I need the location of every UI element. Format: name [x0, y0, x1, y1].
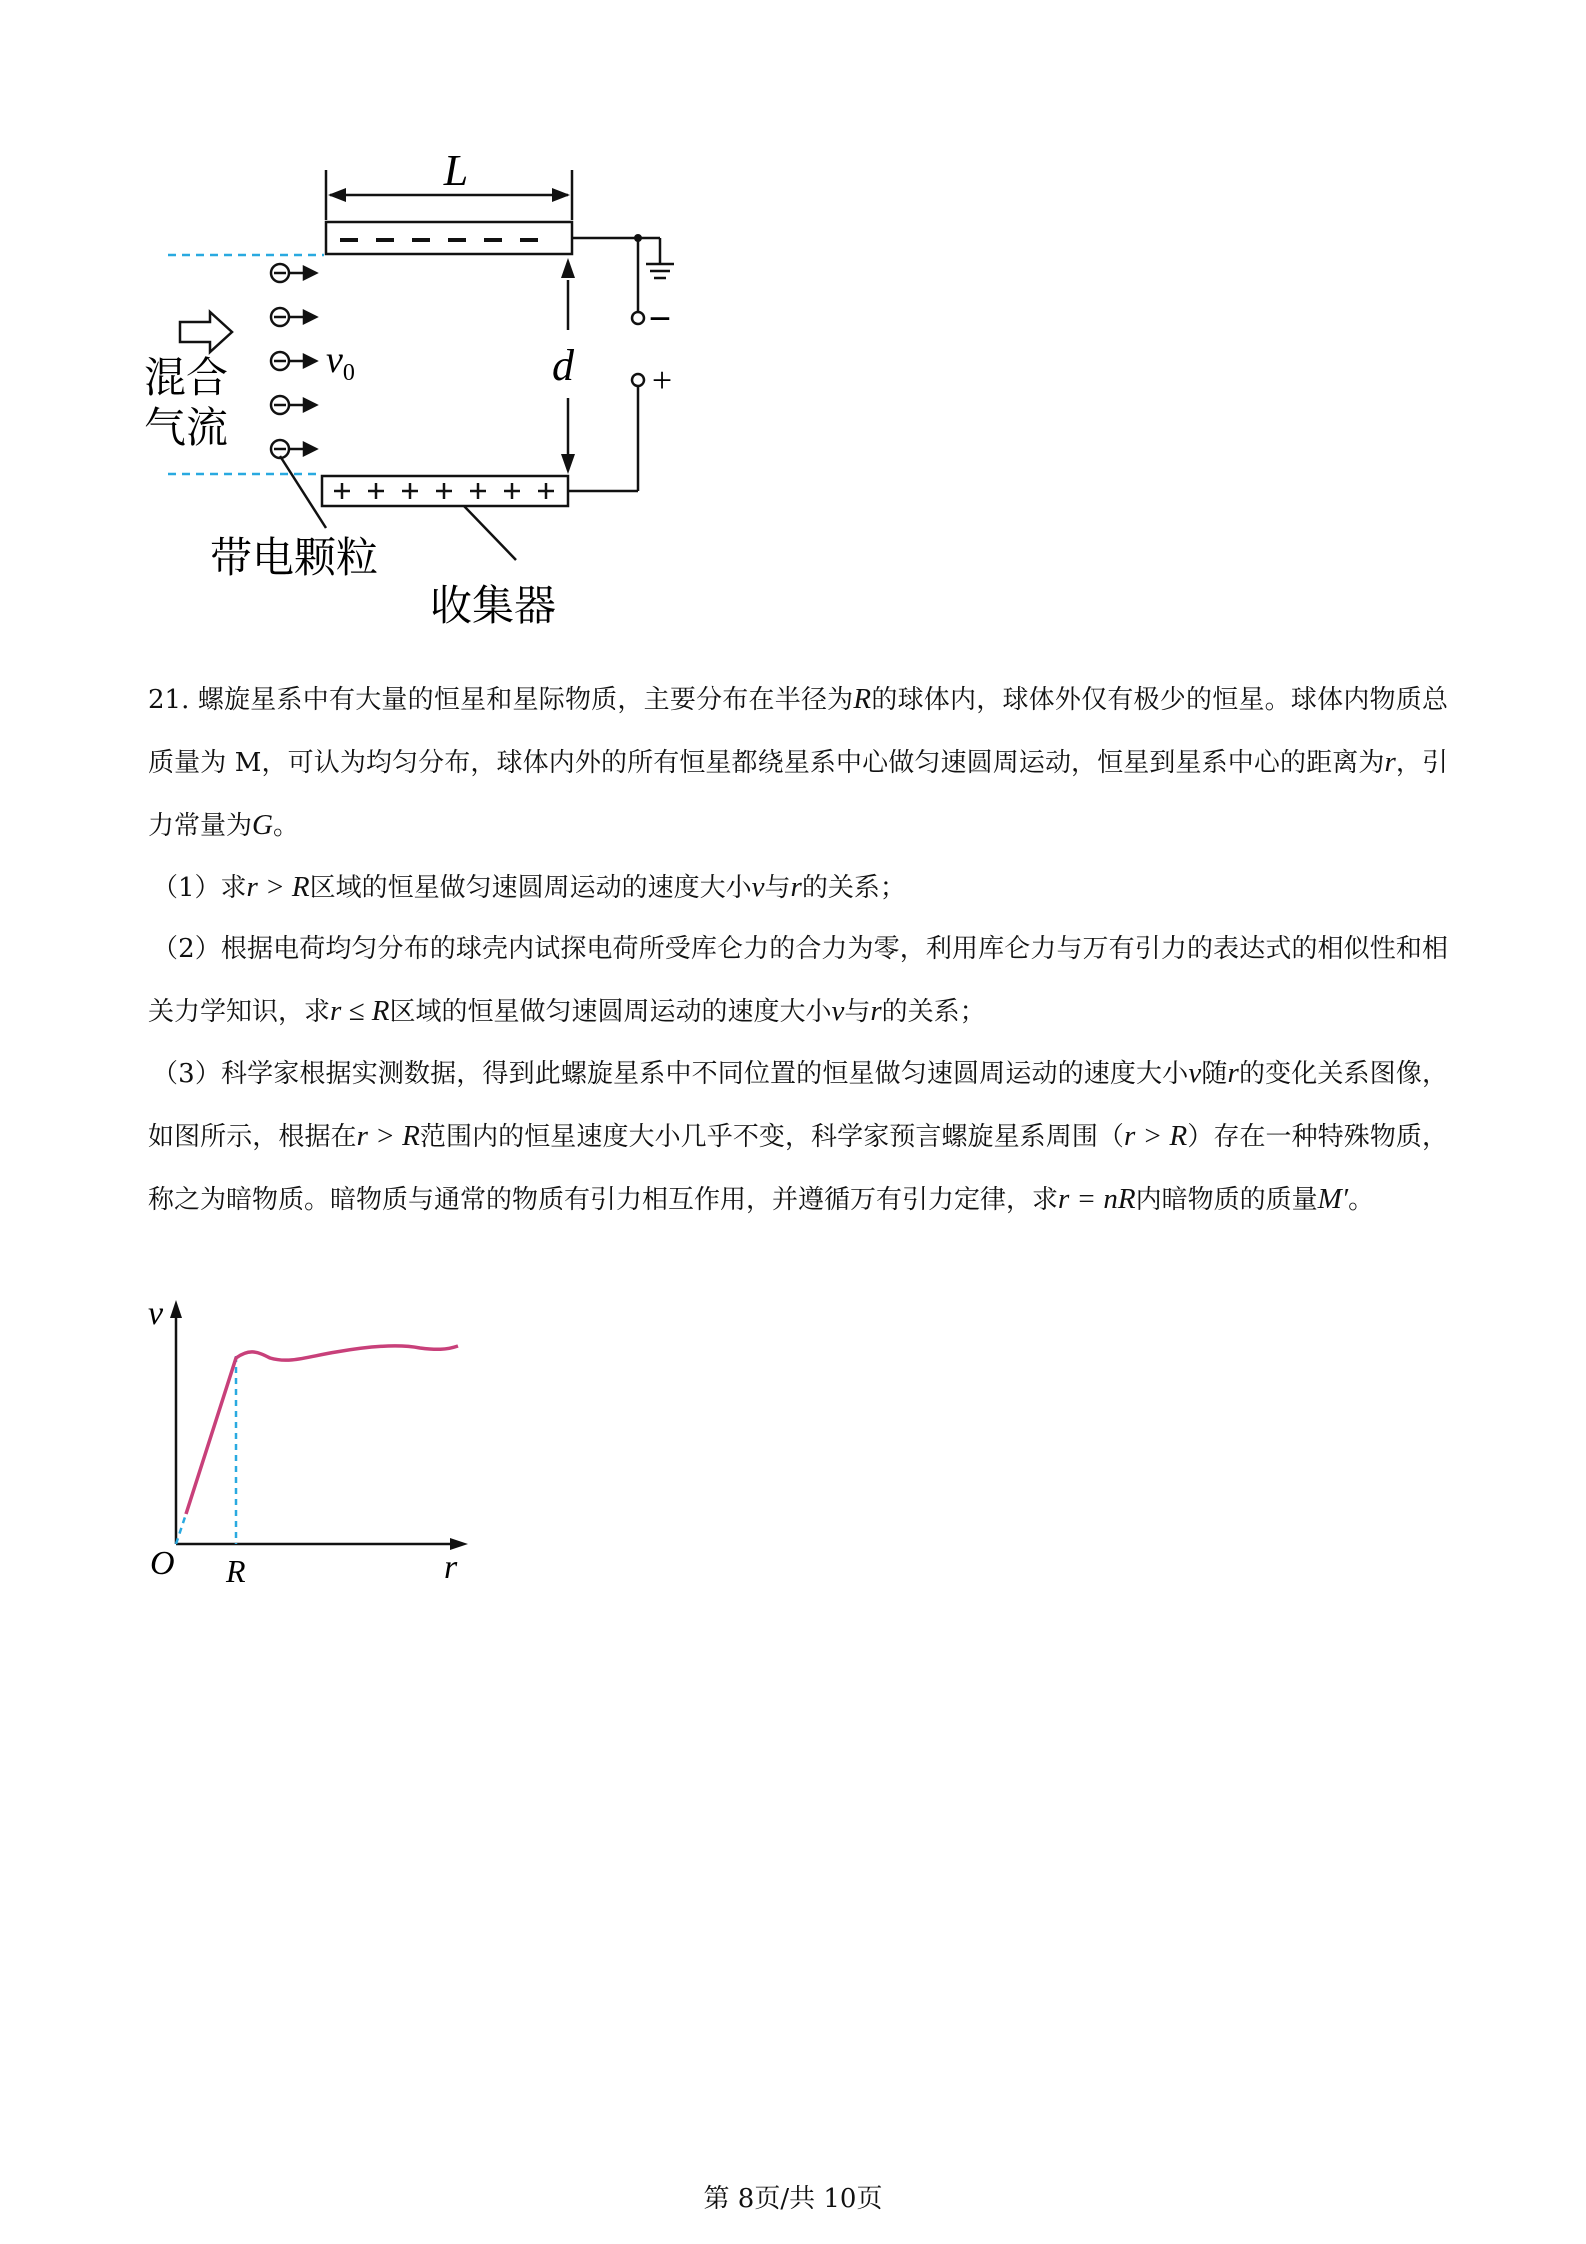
length-label: L [443, 146, 469, 195]
x-axis-label: r [444, 1549, 458, 1586]
positive-terminal [632, 374, 644, 386]
negative-terminal [632, 312, 644, 324]
terminal-minus: − [648, 296, 672, 341]
charged-particle-label: 带电颗粒 [210, 533, 379, 582]
terminal-plus: + [651, 360, 673, 400]
collector-label: 收集器 [430, 581, 557, 630]
question-2: （2）根据电荷均匀分布的球壳内试探电荷所受库仑力的合力为零，利用库仑力与万有引力的表达式的相似性和相关力学知识，求r ≤ R区域的恒星做匀速圆周运动的速度大小v与r的关系； [148, 934, 1448, 1027]
ground-icon [638, 238, 674, 278]
collector-diagram [140, 140, 720, 640]
distance-label: d [552, 341, 574, 390]
question-1: （1）求r > R区域的恒星做匀速圆周运动的速度大小v与r的关系； [152, 871, 906, 903]
mixed-airflow-label-1: 混合 [144, 353, 229, 402]
airflow-arrow-icon [180, 312, 232, 352]
y-axis-label: v [148, 1295, 164, 1332]
question-3: （3）科学家根据实测数据，得到此螺旋星系中不同位置的恒星做匀速圆周运动的速度大小v随r的变化关系图像，如图所示，根据在r > R范围内的恒星速度大小几乎不变，科学家预言螺旋星系周围（r > R）存在一种特殊物质，称之为暗物质。暗物质与通常的物质有引力相互作用，并遵循万有引力定律，求r = nR内暗物质的质量M′。 [148, 1057, 1448, 1215]
mixed-airflow-label-2: 气流 [144, 403, 229, 452]
R-label: R [226, 1553, 246, 1589]
velocity-curve [186, 1346, 458, 1514]
velocity-label: $v_0$ [326, 339, 355, 386]
origin-label: O [150, 1545, 175, 1582]
negative-particle-icon [271, 264, 316, 458]
velocity-radius-graph [140, 1292, 480, 1592]
bottom-plate-positive-signs [334, 483, 554, 499]
problem-intro: 21. 螺旋星系中有大量的恒星和星际物质，主要分布在半径为R的球体内，球体外仅有极少的恒星。球体内物质总质量为 M，可认为均匀分布，球体内外的所有恒星都绕星系中心做匀速圆周运动，恒星到星系中心的距离为r，引力常量为G。 [148, 683, 1448, 841]
page-number: 第 8页/共 10页 [703, 2184, 883, 2214]
